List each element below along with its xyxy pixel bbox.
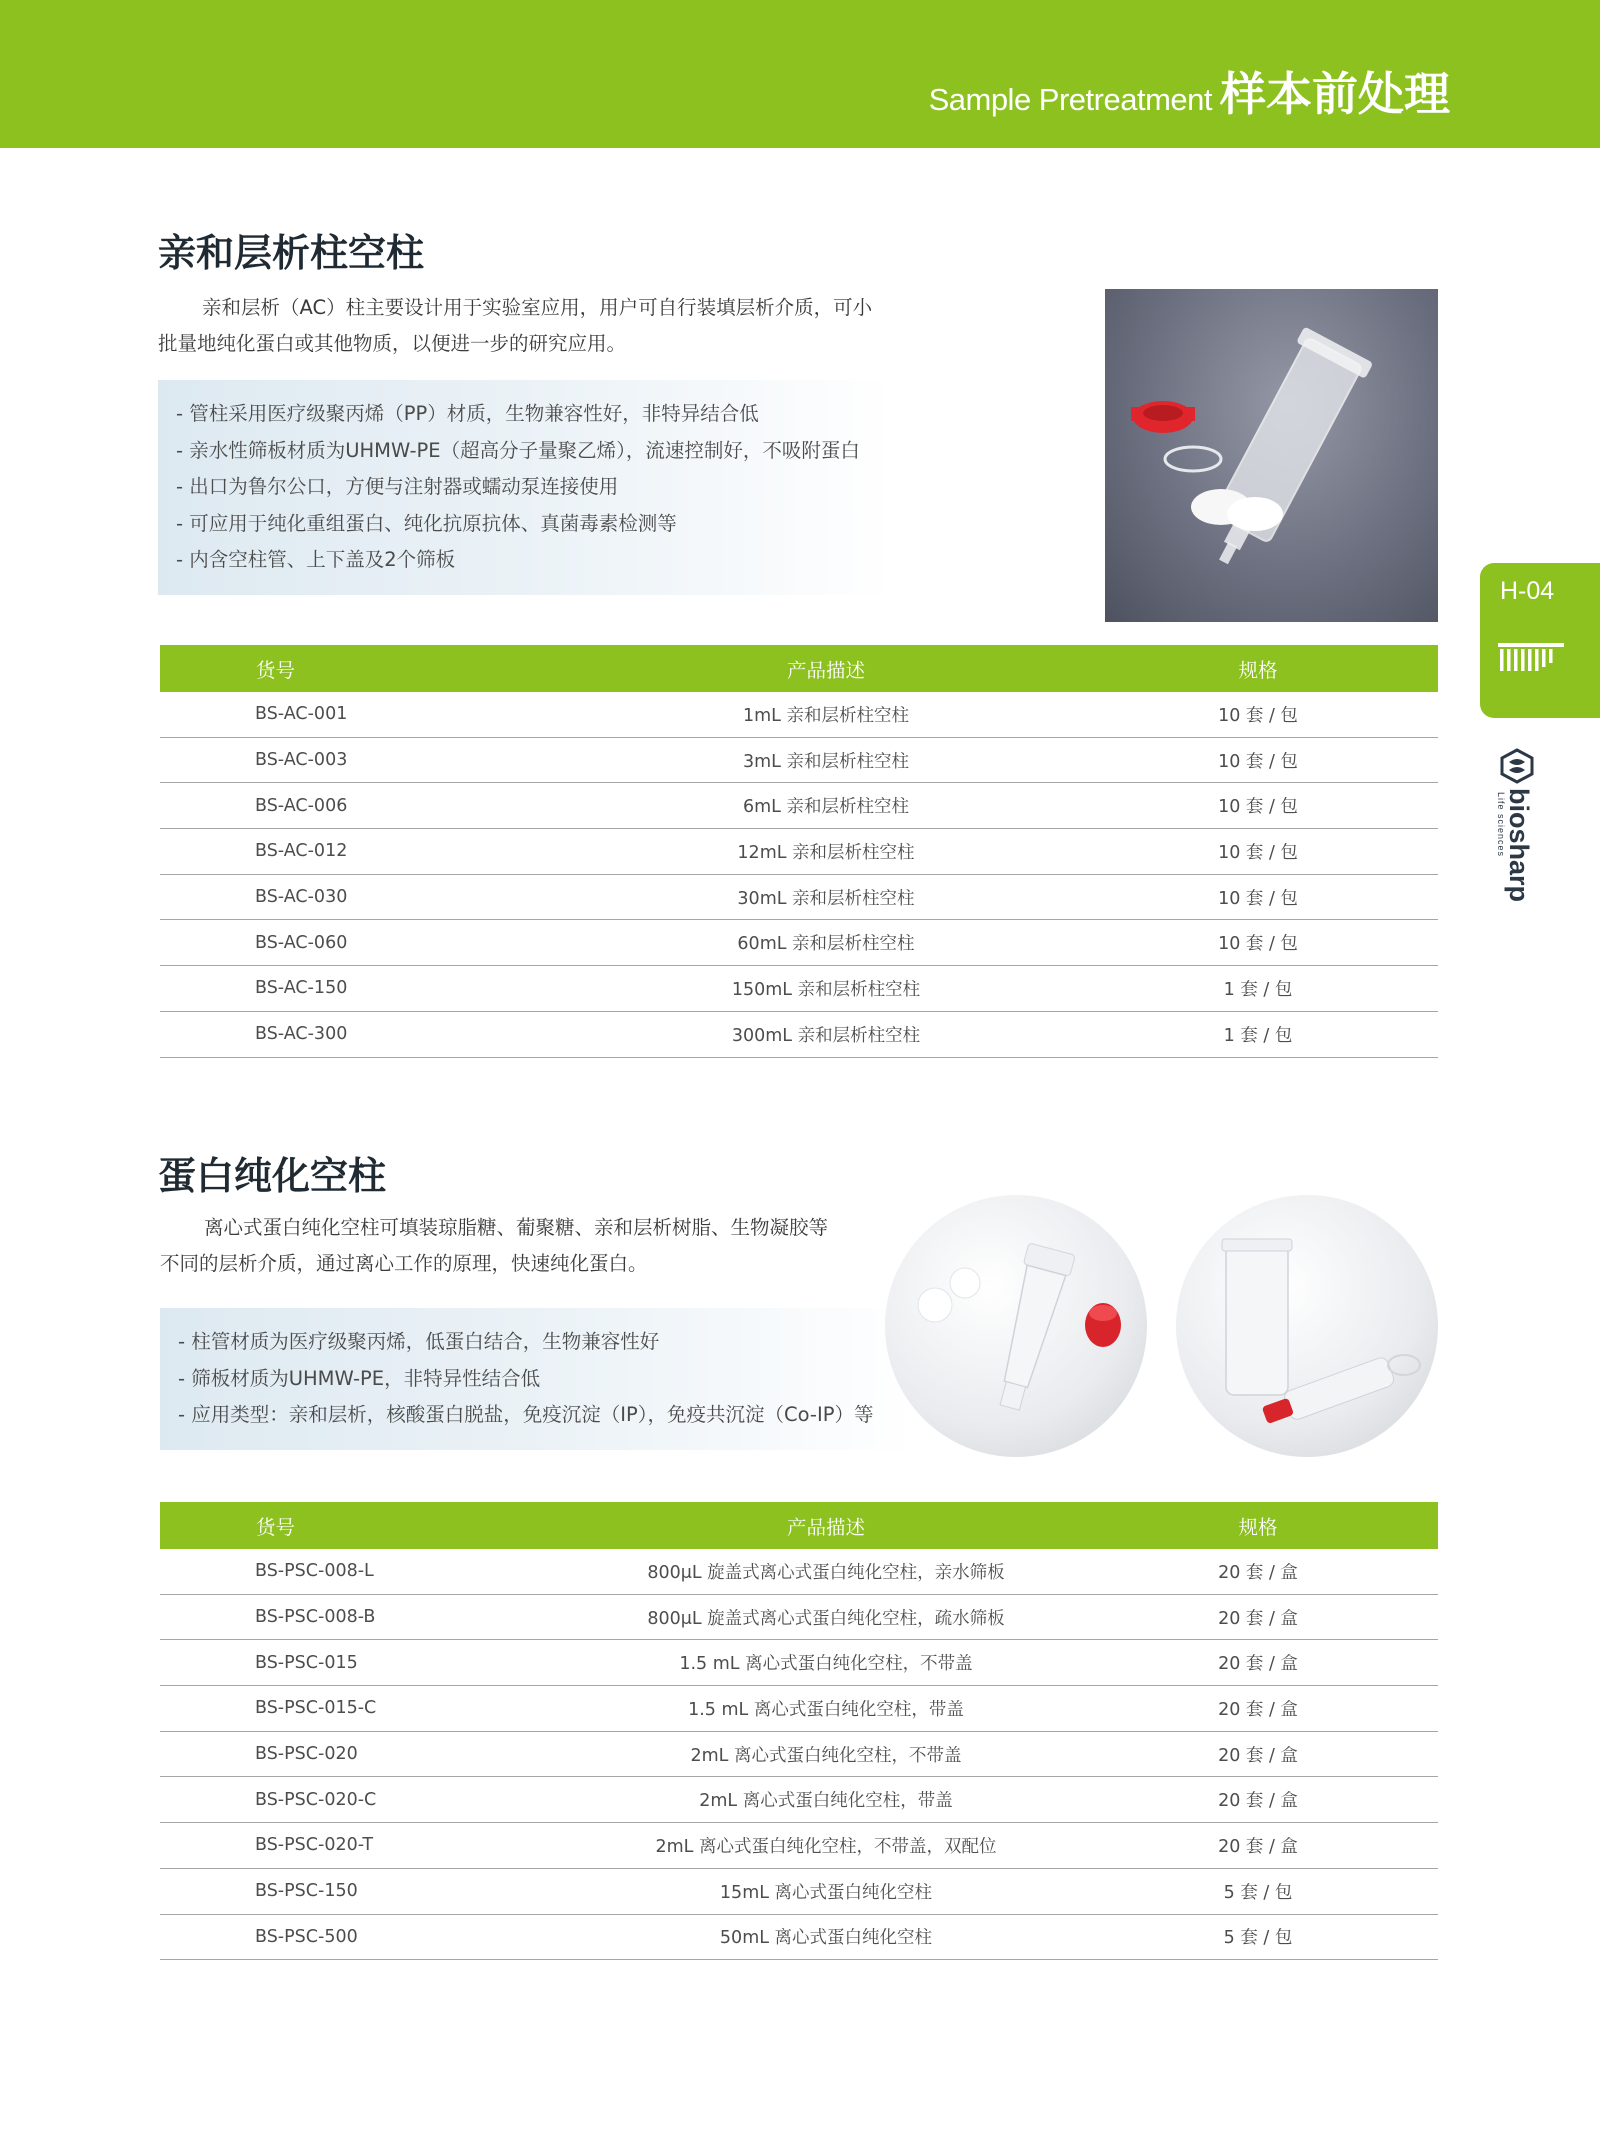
- section2-features: [160, 1308, 916, 1450]
- table-row: [160, 1868, 1438, 1914]
- col-header-sku: 货号: [160, 645, 574, 692]
- cell-description: 800μL 旋盖式离心式蛋白纯化空柱，亲水筛板: [574, 1549, 1078, 1594]
- cell-description: 1mL 亲和层析柱空柱: [574, 692, 1078, 737]
- table-header-row: [160, 645, 1438, 692]
- cell-description: 150mL 亲和层析柱空柱: [574, 966, 1078, 1012]
- protein-purification-table: [160, 1502, 1438, 1960]
- col-header-description: 产品描述: [574, 645, 1078, 692]
- cell-description: 1.5 mL 离心式蛋白纯化空柱，不带盖: [574, 1640, 1078, 1686]
- cell-description: 2mL 离心式蛋白纯化空柱，不带盖，双配位: [574, 1823, 1078, 1869]
- table-row: [160, 1731, 1438, 1777]
- cell-sku: BS-AC-001: [160, 692, 574, 737]
- table-row: [160, 1640, 1438, 1686]
- feature-item: - 可应用于纯化重组蛋白、纯化抗原抗体、真菌毒素检测等: [176, 506, 894, 543]
- cell-description: 3mL 亲和层析柱空柱: [574, 737, 1078, 783]
- cell-description: 50mL 离心式蛋白纯化空柱: [574, 1914, 1078, 1960]
- table-row: [160, 1594, 1438, 1640]
- section2-intro-line2: 不同的层析介质，通过离心工作的原理，快速纯化蛋白。: [160, 1252, 648, 1275]
- section1-title: 亲和层析柱空柱: [158, 231, 425, 275]
- brand-tagline: Life sciences: [1496, 792, 1506, 858]
- feature-item: - 柱管材质为医疗级聚丙烯，低蛋白结合，生物兼容性好: [178, 1324, 916, 1361]
- cell-spec: 5 套 / 包: [1078, 1914, 1438, 1960]
- affinity-column-table: [160, 645, 1438, 1058]
- cell-description: 1.5 mL 离心式蛋白纯化空柱，带盖: [574, 1686, 1078, 1732]
- brand-mark-icon: [1500, 748, 1534, 784]
- page-header: [0, 0, 1600, 148]
- cell-description: 300mL 亲和层析柱空柱: [574, 1011, 1078, 1057]
- cell-spec: 10 套 / 包: [1078, 737, 1438, 783]
- cell-sku: BS-PSC-015: [160, 1640, 574, 1686]
- cell-spec: 10 套 / 包: [1078, 829, 1438, 875]
- table-row: [160, 1549, 1438, 1594]
- cell-spec: 20 套 / 盒: [1078, 1594, 1438, 1640]
- section2-intro-line1: 离心式蛋白纯化空柱可填装琼脂糖、葡聚糖、亲和层析树脂、生物凝胶等: [204, 1216, 829, 1239]
- feature-item: - 内含空柱管、上下盖及2个筛板: [176, 542, 894, 579]
- feature-item: - 管柱采用医疗级聚丙烯（PP）材质，生物兼容性好，非特异结合低: [176, 396, 894, 433]
- table-row: [160, 1777, 1438, 1823]
- table-row: [160, 920, 1438, 966]
- cell-sku: BS-AC-060: [160, 920, 574, 966]
- cell-description: 60mL 亲和层析柱空柱: [574, 920, 1078, 966]
- cell-sku: BS-AC-006: [160, 783, 574, 829]
- cell-spec: 10 套 / 包: [1078, 874, 1438, 920]
- cell-spec: 20 套 / 盒: [1078, 1640, 1438, 1686]
- cell-sku: BS-PSC-008-L: [160, 1549, 574, 1594]
- brand-name: biosharp: [1504, 788, 1534, 903]
- feature-item: - 出口为鲁尔公口，方便与注射器或蠕动泵连接使用: [176, 469, 894, 506]
- table-row: [160, 1686, 1438, 1732]
- table-row: [160, 874, 1438, 920]
- cell-description: 12mL 亲和层析柱空柱: [574, 829, 1078, 875]
- cell-sku: BS-PSC-020-C: [160, 1777, 574, 1823]
- cell-description: 2mL 离心式蛋白纯化空柱，带盖: [574, 1777, 1078, 1823]
- cell-spec: 20 套 / 盒: [1078, 1731, 1438, 1777]
- cell-description: 2mL 离心式蛋白纯化空柱，不带盖: [574, 1731, 1078, 1777]
- col-header-spec: 规格: [1078, 645, 1438, 692]
- affinity-column-photo: [1105, 289, 1438, 622]
- cell-sku: BS-AC-012: [160, 829, 574, 875]
- cell-spec: 10 套 / 包: [1078, 920, 1438, 966]
- cell-sku: BS-PSC-020-T: [160, 1823, 574, 1869]
- centrifuge-column-illustration: [1176, 1195, 1438, 1457]
- table-row: [160, 966, 1438, 1012]
- cell-spec: 1 套 / 包: [1078, 966, 1438, 1012]
- cell-spec: 20 套 / 盒: [1078, 1686, 1438, 1732]
- table-row: [160, 737, 1438, 783]
- section1-intro-line1: 亲和层析（AC）柱主要设计用于实验室应用，用户可自行装填层析介质，可小: [202, 296, 873, 319]
- col-header-sku: 货号: [160, 1502, 574, 1549]
- cell-spec: 20 套 / 盒: [1078, 1823, 1438, 1869]
- centrifuge-column-photo: [1176, 1195, 1438, 1457]
- brand-logo: [1496, 748, 1540, 918]
- table-row: [160, 783, 1438, 829]
- cell-sku: BS-PSC-500: [160, 1914, 574, 1960]
- column-rack-icon: [1496, 641, 1566, 673]
- cell-description: 800μL 旋盖式离心式蛋白纯化空柱，疏水筛板: [574, 1594, 1078, 1640]
- spin-column-illustration: [885, 1195, 1147, 1457]
- feature-item: - 应用类型：亲和层析，核酸蛋白脱盐，免疫沉淀（IP），免疫共沉淀（Co-IP）等: [178, 1397, 916, 1434]
- cell-spec: 10 套 / 包: [1078, 692, 1438, 737]
- cell-spec: 10 套 / 包: [1078, 783, 1438, 829]
- table-row: [160, 692, 1438, 737]
- header-title-cn: 样本前处理: [1220, 67, 1450, 121]
- section2-title: 蛋白纯化空柱: [158, 1154, 387, 1198]
- cell-spec: 1 套 / 包: [1078, 1011, 1438, 1057]
- cell-sku: BS-PSC-020: [160, 1731, 574, 1777]
- cell-spec: 20 套 / 盒: [1078, 1777, 1438, 1823]
- section1-features: [158, 380, 894, 595]
- header-title: [929, 58, 1450, 124]
- affinity-column-illustration: [1105, 289, 1438, 622]
- cell-sku: BS-AC-003: [160, 737, 574, 783]
- cell-sku: BS-AC-150: [160, 966, 574, 1012]
- spin-column-photo: [885, 1195, 1147, 1457]
- cell-description: 30mL 亲和层析柱空柱: [574, 874, 1078, 920]
- cell-spec: 20 套 / 盒: [1078, 1549, 1438, 1594]
- cell-sku: BS-AC-300: [160, 1011, 574, 1057]
- cell-sku: BS-PSC-015-C: [160, 1686, 574, 1732]
- cell-description: 15mL 离心式蛋白纯化空柱: [574, 1868, 1078, 1914]
- feature-item: - 亲水性筛板材质为UHMW-PE（超高分子量聚乙烯），流速控制好，不吸附蛋白: [176, 433, 894, 470]
- table-header-row: [160, 1502, 1438, 1549]
- cell-sku: BS-PSC-008-B: [160, 1594, 574, 1640]
- section2-intro: [160, 1210, 880, 1282]
- col-header-description: 产品描述: [574, 1502, 1078, 1549]
- table-row: [160, 829, 1438, 875]
- col-header-spec: 规格: [1078, 1502, 1438, 1549]
- section1-intro: [158, 290, 918, 362]
- header-title-en: Sample Pretreatment: [928, 82, 1212, 117]
- table-row: [160, 1914, 1438, 1960]
- cell-description: 6mL 亲和层析柱空柱: [574, 783, 1078, 829]
- cell-sku: BS-AC-030: [160, 874, 574, 920]
- chapter-code: H-04: [1500, 577, 1555, 605]
- chapter-tab[interactable]: [1480, 563, 1600, 718]
- table-row: [160, 1823, 1438, 1869]
- cell-sku: BS-PSC-150: [160, 1868, 574, 1914]
- section1-intro-line2: 批量地纯化蛋白或其他物质，以便进一步的研究应用。: [158, 332, 627, 355]
- feature-item: - 筛板材质为UHMW-PE，非特异性结合低: [178, 1361, 916, 1398]
- table-row: [160, 1011, 1438, 1057]
- cell-spec: 5 套 / 包: [1078, 1868, 1438, 1914]
